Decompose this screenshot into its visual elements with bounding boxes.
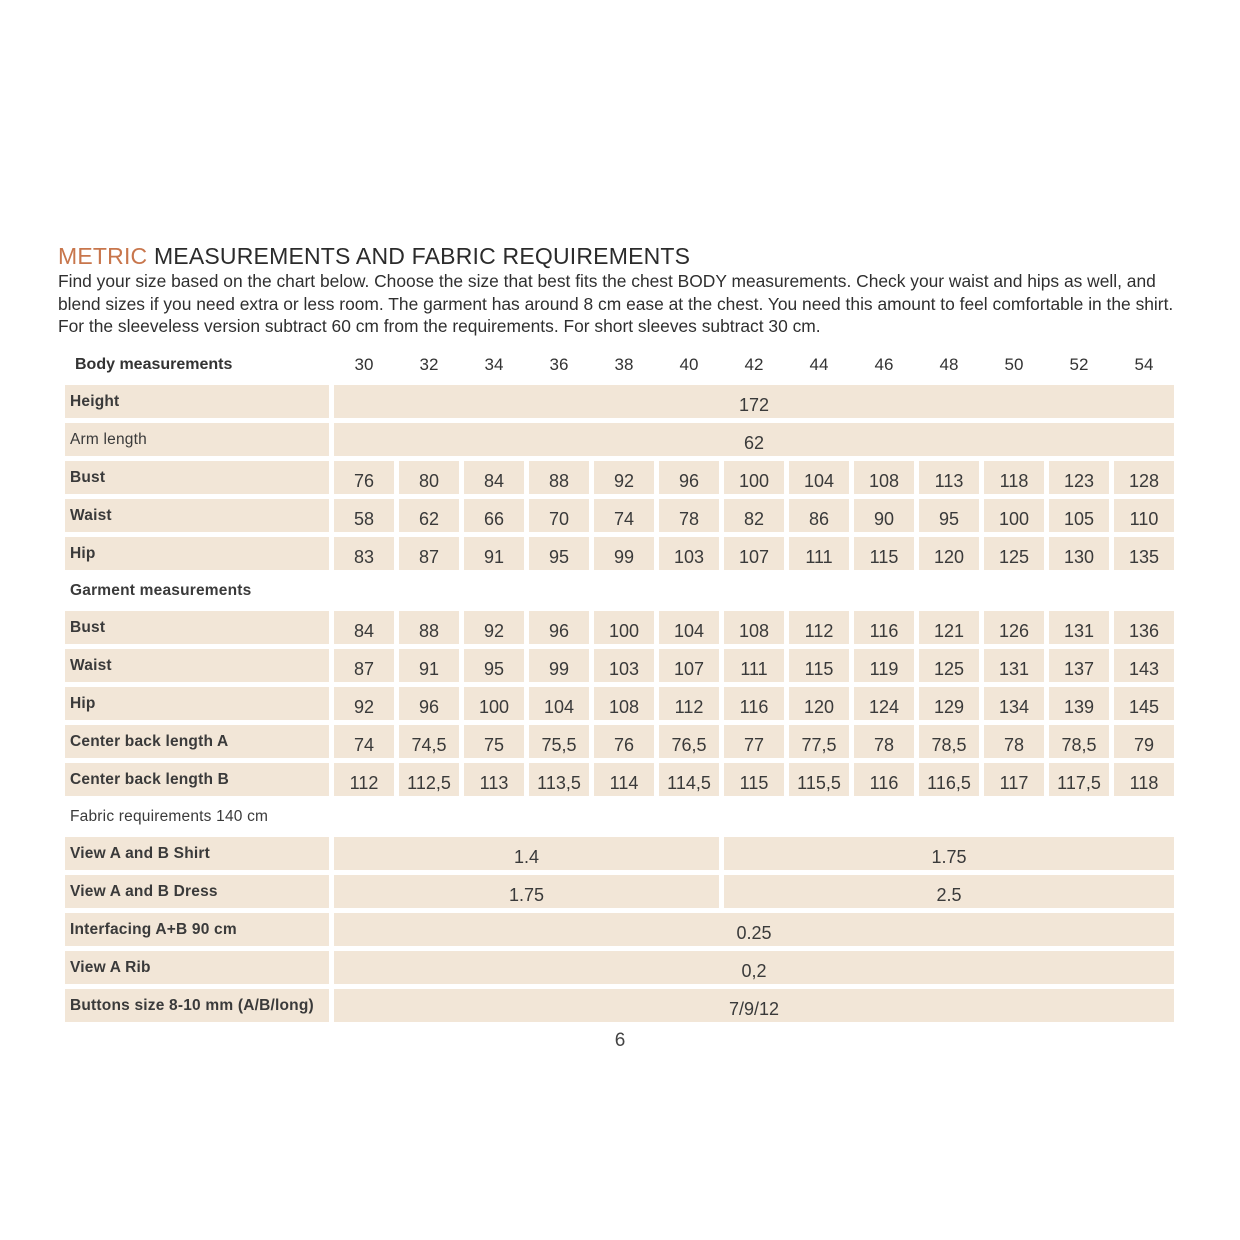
measurement-cell: 115 — [854, 537, 914, 570]
measurement-cell: 105 — [1049, 499, 1109, 532]
measurement-cell: 86 — [789, 499, 849, 532]
measurement-cell: 76 — [594, 725, 654, 758]
measurement-cell: 78,5 — [919, 725, 979, 758]
measurement-cell: 79 — [1114, 725, 1174, 758]
measurement-cell: 104 — [659, 611, 719, 644]
measurement-cell: 76 — [334, 461, 394, 494]
fabric-value: 7/9/12 — [334, 989, 1174, 1022]
measurement-cell: 112 — [789, 611, 849, 644]
body-measurement-row — [65, 537, 1174, 570]
measurement-cell: 78 — [984, 725, 1044, 758]
measurement-cell: 70 — [529, 499, 589, 532]
size-header-row — [65, 349, 1174, 380]
measurement-cell: 91 — [464, 537, 524, 570]
measurement-cell: 107 — [659, 649, 719, 682]
measurement-cell: 139 — [1049, 687, 1109, 720]
measurement-cell: 91 — [399, 649, 459, 682]
measurement-cell: 119 — [854, 649, 914, 682]
size-chart-table — [60, 344, 1179, 1027]
title-accent: METRIC — [58, 243, 148, 269]
measurement-cell: 131 — [984, 649, 1044, 682]
row-label: Hip — [65, 687, 329, 720]
size-header: 54 — [1134, 354, 1154, 374]
garment-measurement-row — [65, 649, 1174, 682]
measurement-cell: 118 — [984, 461, 1044, 494]
measurement-cell: 116 — [724, 687, 784, 720]
measurement-cell: 120 — [789, 687, 849, 720]
measurement-cell: 114,5 — [659, 763, 719, 796]
measurement-cell: 116,5 — [919, 763, 979, 796]
measurement-cell: 74 — [334, 725, 394, 758]
measurement-cell: 118 — [1114, 763, 1174, 796]
measurement-cell: 112 — [659, 687, 719, 720]
fabric-value: 1.4 — [334, 837, 719, 870]
row-label: Waist — [65, 649, 329, 682]
measurement-cell: 116 — [854, 611, 914, 644]
garment-measurement-rows — [65, 611, 1174, 796]
header-label: Body measurements — [75, 355, 233, 373]
measurement-cell: 100 — [724, 461, 784, 494]
row-label: Center back length B — [65, 763, 329, 796]
row-label: Bust — [65, 461, 329, 494]
measurement-cell: 114 — [594, 763, 654, 796]
row-label: View A and B Dress — [65, 875, 329, 908]
measurement-cell: 75 — [464, 725, 524, 758]
measurement-cell: 82 — [724, 499, 784, 532]
section-label: Garment measurements — [70, 581, 252, 599]
measurement-cell: 99 — [529, 649, 589, 682]
measurement-cell: 62 — [399, 499, 459, 532]
size-header: 36 — [549, 354, 569, 374]
measurement-cell: 108 — [724, 611, 784, 644]
measurement-cell: 100 — [594, 611, 654, 644]
measurement-cell: 113 — [919, 461, 979, 494]
arm-length-row — [65, 423, 1174, 456]
measurement-cell: 74 — [594, 499, 654, 532]
body-measurement-rows — [65, 461, 1174, 570]
garment-measurement-row — [65, 687, 1174, 720]
measurement-cell: 77,5 — [789, 725, 849, 758]
size-header: 46 — [874, 354, 894, 374]
measurement-cell: 120 — [919, 537, 979, 570]
measurement-cell: 104 — [789, 461, 849, 494]
measurement-cell: 103 — [659, 537, 719, 570]
measurement-cell: 99 — [594, 537, 654, 570]
measurement-cell: 84 — [464, 461, 524, 494]
measurement-cell: 136 — [1114, 611, 1174, 644]
measurement-cell: 143 — [1114, 649, 1174, 682]
section-label: Fabric requirements 140 cm — [70, 807, 269, 825]
size-header: 32 — [419, 354, 439, 374]
fabric-row-interfacing — [65, 913, 1174, 946]
size-header: 42 — [744, 354, 764, 374]
measurement-cell: 121 — [919, 611, 979, 644]
fabric-value: 0.25 — [334, 913, 1174, 946]
measurement-cell: 111 — [789, 537, 849, 570]
measurement-cell: 112,5 — [399, 763, 459, 796]
fabric-row-rib — [65, 951, 1174, 984]
measurement-cell: 113,5 — [529, 763, 589, 796]
measurement-cell: 125 — [919, 649, 979, 682]
measurement-cell: 95 — [464, 649, 524, 682]
size-header: 50 — [1004, 354, 1024, 374]
size-header: 34 — [484, 354, 504, 374]
measurement-cell: 103 — [594, 649, 654, 682]
page-number: 6 — [614, 1030, 626, 1051]
measurement-cell: 124 — [854, 687, 914, 720]
garment-measurement-row — [65, 611, 1174, 644]
row-label: Buttons size 8-10 mm (A/B/long) — [65, 989, 329, 1022]
measurement-cell: 96 — [529, 611, 589, 644]
measurement-cell: 108 — [594, 687, 654, 720]
intro-paragraph: Find your size based on the chart below. Choose the size that best fits the chest BODY measurements. Check your waist and hips as well, and blend sizes if you need extra or less room. The garment has around 8 cm ease at the chest. You need this amount to feel comfortable in the shirt. For the sleeveless version subtract 60 cm from the requirements. For short sleeves subtract 30 cm. — [58, 271, 1174, 336]
measurement-cell: 128 — [1114, 461, 1174, 494]
row-label: View A and B Shirt — [65, 837, 329, 870]
measurement-cell: 95 — [919, 499, 979, 532]
measurement-cell: 115,5 — [789, 763, 849, 796]
measurement-cell: 58 — [334, 499, 394, 532]
measurement-cell: 115 — [724, 763, 784, 796]
size-header: 40 — [679, 354, 699, 374]
measurement-cell: 126 — [984, 611, 1044, 644]
measurement-cell: 100 — [984, 499, 1044, 532]
size-header: 52 — [1069, 354, 1089, 374]
measurement-cell: 113 — [464, 763, 524, 796]
measurement-cell: 135 — [1114, 537, 1174, 570]
measurement-cell: 116 — [854, 763, 914, 796]
measurement-cell: 88 — [399, 611, 459, 644]
measurement-cell: 123 — [1049, 461, 1109, 494]
fabric-value: 2.5 — [724, 875, 1174, 908]
row-label: Height — [65, 385, 329, 418]
span-value: 172 — [334, 385, 1174, 418]
garment-section-row — [65, 575, 1174, 606]
height-row — [65, 385, 1174, 418]
fabric-value: 1.75 — [724, 837, 1174, 870]
measurement-cell: 96 — [659, 461, 719, 494]
fabric-row-buttons — [65, 989, 1174, 1022]
measurement-cell: 74,5 — [399, 725, 459, 758]
measurement-cell: 112 — [334, 763, 394, 796]
size-header: 48 — [939, 354, 959, 374]
measurement-cell: 92 — [464, 611, 524, 644]
row-label: Waist — [65, 499, 329, 532]
measurement-cell: 110 — [1114, 499, 1174, 532]
measurement-cell: 130 — [1049, 537, 1109, 570]
measurement-cell: 95 — [529, 537, 589, 570]
row-label: Hip — [65, 537, 329, 570]
measurement-cell: 107 — [724, 537, 784, 570]
span-value: 62 — [334, 423, 1174, 456]
garment-measurement-row — [65, 763, 1174, 796]
fabric-row-dress — [65, 875, 1174, 908]
measurement-cell: 134 — [984, 687, 1044, 720]
garment-measurement-row — [65, 725, 1174, 758]
measurement-cell: 129 — [919, 687, 979, 720]
measurement-cell: 76,5 — [659, 725, 719, 758]
size-header: 38 — [614, 354, 634, 374]
row-label: Interfacing A+B 90 cm — [65, 913, 329, 946]
measurement-cell: 115 — [789, 649, 849, 682]
size-header: 30 — [354, 354, 374, 374]
body-measurement-row — [65, 499, 1174, 532]
body-measurement-row — [65, 461, 1174, 494]
measurement-cell: 96 — [399, 687, 459, 720]
title-rest: MEASUREMENTS AND FABRIC REQUIREMENTS — [147, 243, 691, 269]
measurement-cell: 125 — [984, 537, 1044, 570]
measurement-cell: 104 — [529, 687, 589, 720]
fabric-row-shirt — [65, 837, 1174, 870]
page-title — [58, 243, 690, 270]
measurement-cell: 90 — [854, 499, 914, 532]
measurement-cell: 108 — [854, 461, 914, 494]
measurement-cell: 66 — [464, 499, 524, 532]
measurement-cell: 78 — [854, 725, 914, 758]
measurement-cell: 92 — [334, 687, 394, 720]
measurement-cell: 84 — [334, 611, 394, 644]
size-header: 44 — [809, 354, 829, 374]
measurement-cell: 137 — [1049, 649, 1109, 682]
measurement-cell: 83 — [334, 537, 394, 570]
measurement-cell: 92 — [594, 461, 654, 494]
fabric-value: 1.75 — [334, 875, 719, 908]
measurement-cell: 75,5 — [529, 725, 589, 758]
fabric-value: 0,2 — [334, 951, 1174, 984]
measurement-cell: 80 — [399, 461, 459, 494]
row-label: Bust — [65, 611, 329, 644]
measurement-cell: 117,5 — [1049, 763, 1109, 796]
measurement-cell: 88 — [529, 461, 589, 494]
measurement-cell: 87 — [399, 537, 459, 570]
measurement-cell: 111 — [724, 649, 784, 682]
measurement-cell: 100 — [464, 687, 524, 720]
measurement-cell: 131 — [1049, 611, 1109, 644]
measurement-cell: 77 — [724, 725, 784, 758]
measurement-cell: 117 — [984, 763, 1044, 796]
measurement-cell: 78,5 — [1049, 725, 1109, 758]
measurement-cell: 87 — [334, 649, 394, 682]
row-label: View A Rib — [65, 951, 329, 984]
measurement-cell: 78 — [659, 499, 719, 532]
measurement-cell: 145 — [1114, 687, 1174, 720]
row-label: Arm length — [65, 423, 329, 456]
fabric-section-row — [65, 801, 1174, 832]
row-label: Center back length A — [65, 725, 329, 758]
